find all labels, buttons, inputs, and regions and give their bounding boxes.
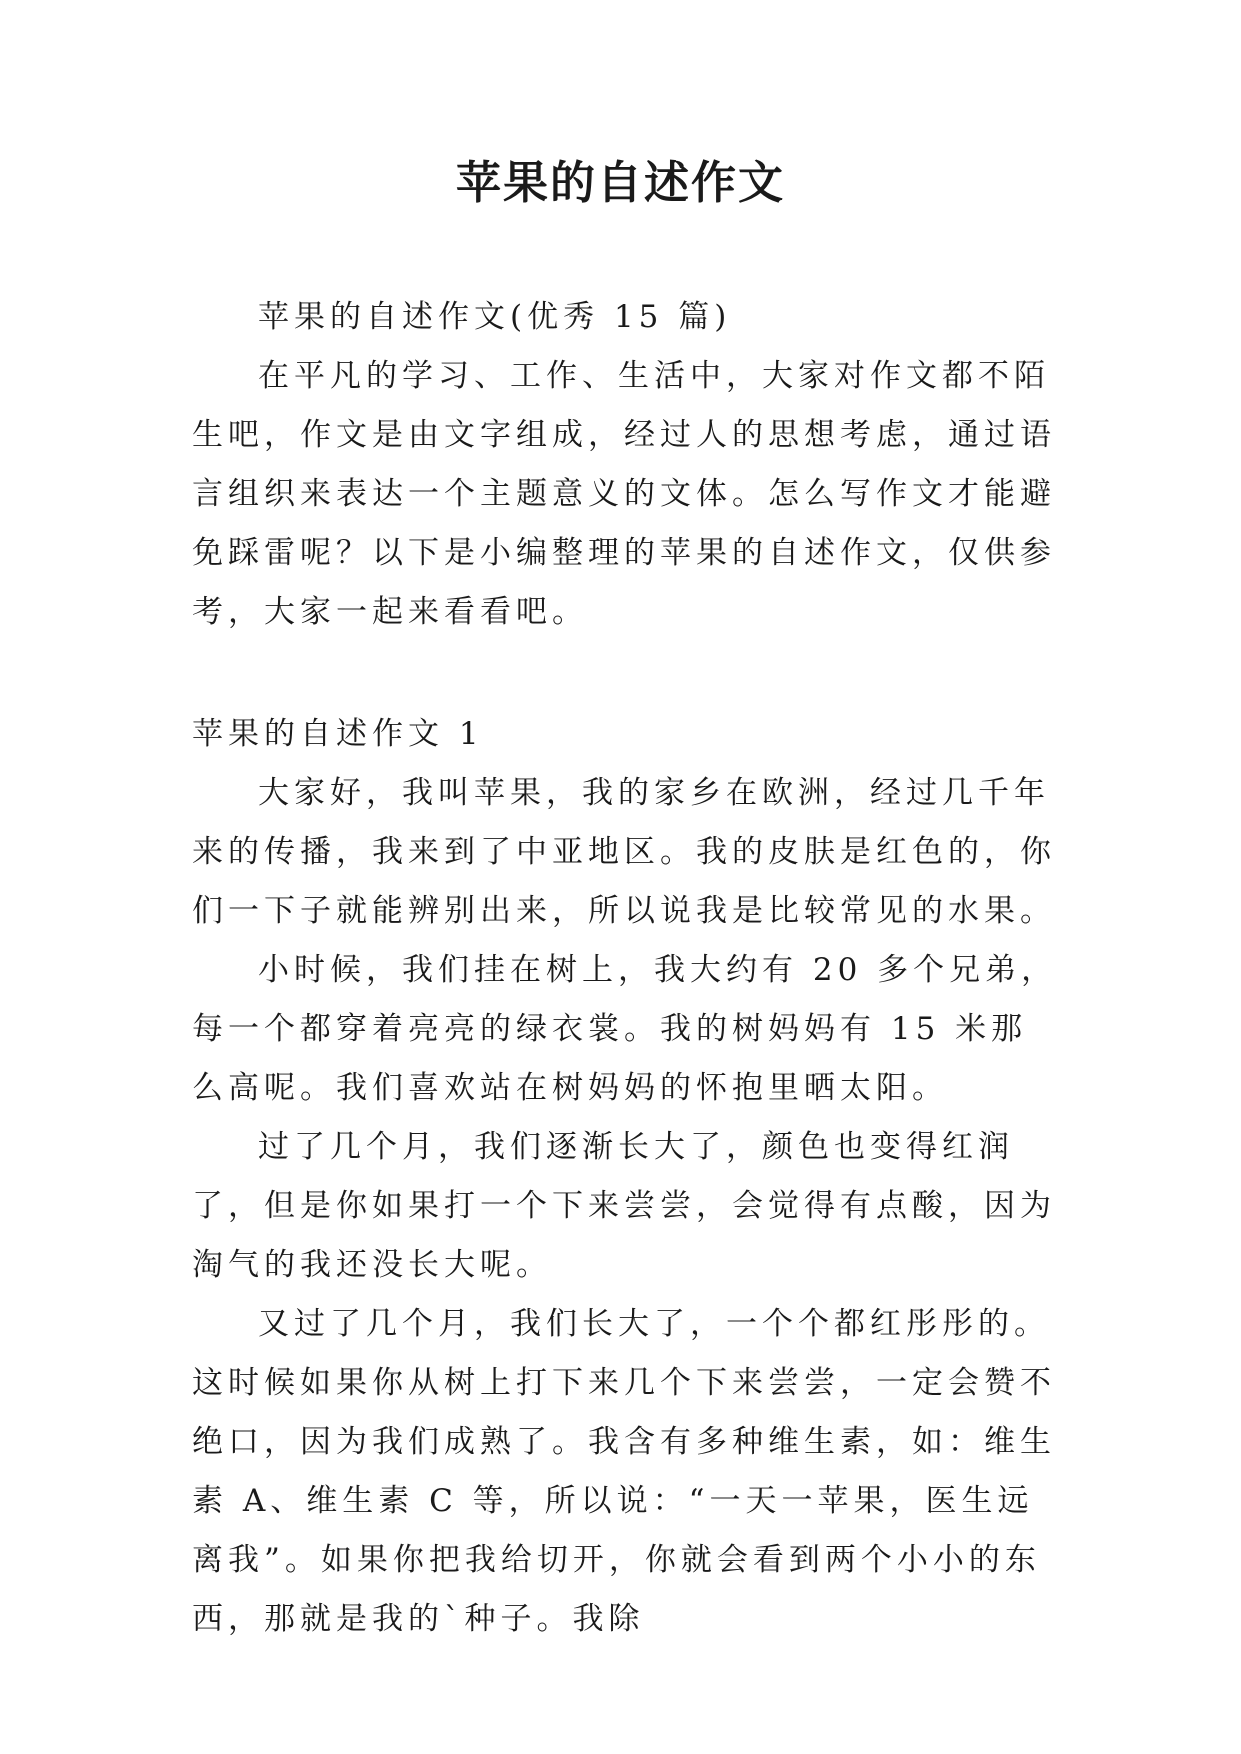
body-paragraph: 大家好，我叫苹果，我的家乡在欧洲，经过几千年来的传播，我来到了中亚地区。我的皮肤是红色的，你们一下子就能辨别出来，所以说我是比较常见的水果。 xyxy=(192,775,1056,929)
document-subtitle: 苹果的自述作文(优秀 15 篇) xyxy=(258,299,732,335)
body-paragraph: 过了几个月，我们逐渐长大了，颜色也变得红润了，但是你如果打一个下来尝尝，会觉得有点酸，因为淘气的我还没长大呢。 xyxy=(192,1129,1056,1283)
section-heading: 苹果的自述作文 1 xyxy=(192,716,484,752)
body-paragraph: 小时候，我们挂在树上，我大约有 20 多个兄弟，每一个都穿着亮亮的绿衣裳。我的树妈妈有 15 米那么高呢。我们喜欢站在树妈妈的怀抱里晒太阳。 xyxy=(192,952,1058,1106)
document-body xyxy=(192,288,1058,1649)
intro-paragraph: 在平凡的学习、工作、生活中，大家对作文都不陌生吧，作文是由文字组成，经过人的思想考虑，通过语言组织来表达一个主题意义的文体。怎么写作文才能避免踩雷呢？以下是小编整理的苹果的自述作文，仅供参考，大家一起来看看吧。 xyxy=(192,358,1056,630)
body-paragraph: 又过了几个月，我们长大了，一个个都红彤彤的。这时候如果你从树上打下来几个下来尝尝，一定会赞不绝口，因为我们成熟了。我含有多种维生素，如：维生素 A、维生素 C 等，所以说：“一天一苹果，医生远离我”。如果你把我给切开，你就会看到两个小小的东西，那就是我的`种子。我除 xyxy=(192,1306,1056,1637)
document-title: 苹果的自述作文 xyxy=(455,156,785,209)
